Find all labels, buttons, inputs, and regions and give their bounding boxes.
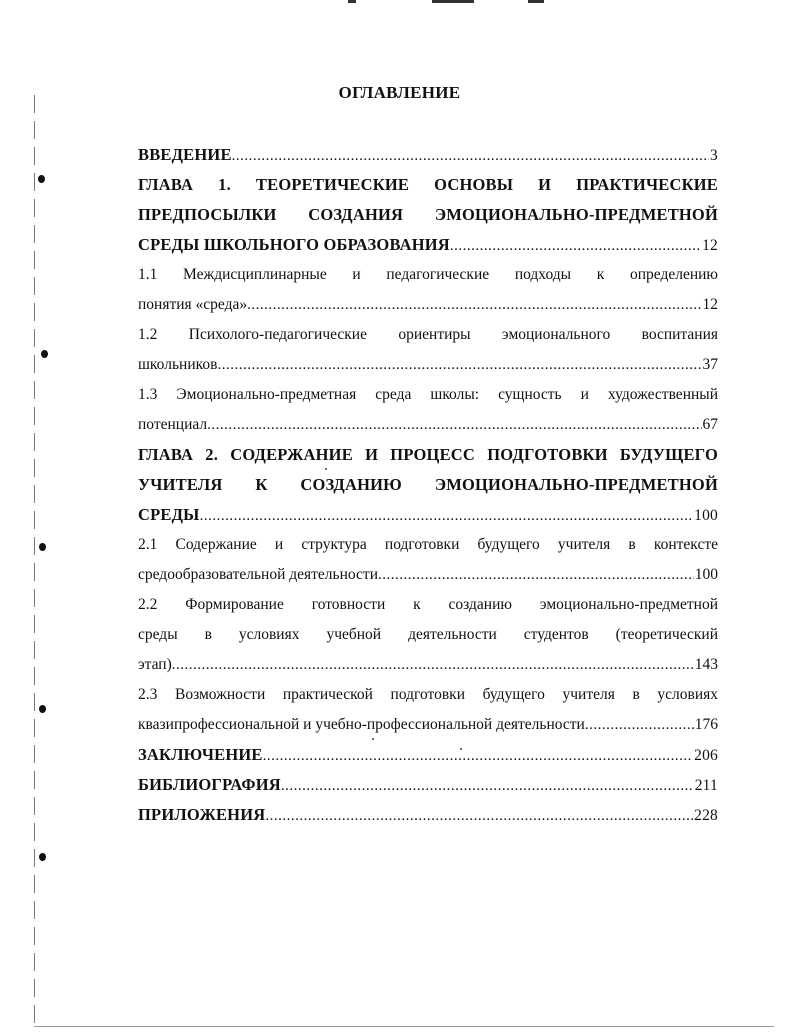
toc-chapter-2-line-3: [138, 500, 718, 530]
dot-leader: [378, 560, 694, 590]
toc-entry-appendix: [138, 800, 718, 830]
toc-page-number: 67: [702, 416, 718, 433]
toc-entry-title: средообразовательной деятельности: [138, 566, 378, 583]
dot-leader: [207, 410, 701, 440]
toc-section-1-2-line-1: 1.2 Психолого-педагогические ориентиры эмоционального воспитания: [138, 326, 718, 343]
toc-section-2-3-line-1: 2.3 Возможности практической подготовки будущего учителя в условиях: [138, 686, 718, 703]
toc-page-number: 143: [694, 656, 718, 673]
dot-leader: [200, 501, 694, 530]
dot-leader: [247, 290, 701, 320]
scan-mark: [528, 0, 544, 3]
toc-page-number: 12: [702, 296, 718, 313]
toc-chapter-2-line-2: УЧИТЕЛЯ К СОЗДАНИЮ ЭМОЦИОНАЛЬНО-ПРЕДМЕТНОЙ: [138, 475, 718, 494]
toc-section-1-1-line-1: 1.1 Междисциплинарные и педагогические подходы к определению: [138, 266, 718, 283]
toc-section-2-2-line-3: [138, 650, 718, 680]
toc-entry-title: СРЕДЫ ШКОЛЬНОГО ОБРАЗОВАНИЯ: [138, 235, 450, 254]
scan-mark: [432, 0, 474, 3]
page-title: ОГЛАВЛЕНИЕ: [338, 83, 461, 102]
toc-entry-title: ПРИЛОЖЕНИЯ: [138, 805, 266, 824]
scan-mark: [348, 0, 356, 3]
toc-page-number: 100: [694, 566, 718, 583]
toc-entry-title: понятия «среда»: [138, 296, 248, 313]
punch-hole: [39, 853, 46, 861]
toc-section-2-1-line-2: [138, 560, 718, 590]
toc-entry-title: ВВЕДЕНИЕ: [138, 145, 232, 164]
toc-chapter-1-line-3: [138, 230, 718, 260]
toc-section-2-2-line-2: среды в условиях учебной деятельности студентов (теоретический: [138, 626, 718, 643]
punch-hole: [41, 350, 48, 358]
toc-section-1-3-line-1: 1.3 Эмоционально-предметная среда школы: сущность и художественный: [138, 386, 718, 403]
toc-page-number: 228: [694, 807, 718, 824]
dot-leader: [172, 650, 694, 680]
toc-entry-title: школьников: [138, 356, 218, 373]
toc-page-number: 176: [694, 716, 718, 733]
punch-hole: [39, 705, 46, 713]
toc-section-1-2-line-2: [138, 350, 718, 380]
toc-entry-title: потенциал: [138, 416, 208, 433]
toc-chapter-1-line-2: ПРЕДПОСЫЛКИ СОЗДАНИЯ ЭМОЦИОНАЛЬНО-ПРЕДМЕТНОЙ: [138, 205, 718, 224]
toc-page-number: 206: [694, 747, 718, 764]
dot-leader: [217, 350, 701, 380]
toc-entry-title: квазипрофессиональной и учебно-профессиональной деятельности: [138, 716, 585, 733]
table-of-contents: [138, 140, 718, 830]
dot-leader: [281, 771, 694, 800]
toc-section-2-1-line-1: 2.1 Содержание и структура подготовки будущего учителя в контексте: [138, 536, 718, 553]
bottom-edge: [34, 1026, 774, 1027]
toc-chapter-1-line-1: ГЛАВА 1. ТЕОРЕТИЧЕСКИЕ ОСНОВЫ И ПРАКТИЧЕСКИЕ: [138, 175, 718, 194]
toc-entry-conclusion: [138, 740, 718, 770]
dot-leader: [263, 741, 694, 770]
dot-leader: [585, 710, 694, 740]
toc-entry-bibliography: [138, 770, 718, 800]
toc-entry-title: БИБЛИОГРАФИЯ: [138, 775, 281, 794]
punch-hole: [39, 543, 46, 551]
toc-page-number: 100: [694, 507, 718, 524]
binding-edge: [34, 95, 35, 1025]
toc-entry-title: СРЕДЫ: [138, 505, 200, 524]
dot-leader: [232, 141, 709, 170]
dot-leader: [450, 231, 701, 260]
toc-page-number: 37: [702, 356, 718, 373]
toc-section-1-1-line-2: [138, 290, 718, 320]
toc-entry-intro: [138, 140, 718, 170]
toc-entry-title: ЗАКЛЮЧЕНИЕ: [138, 745, 263, 764]
toc-entry-title: этап): [138, 656, 172, 673]
dot-leader: [265, 801, 693, 830]
toc-section-1-3-line-2: [138, 410, 718, 440]
toc-section-2-2-line-1: 2.2 Формирование готовности к созданию эмоционально-предметной: [138, 596, 718, 613]
punch-hole: [38, 175, 45, 183]
toc-page-number: 12: [702, 237, 718, 254]
toc-page-number: 3: [710, 147, 718, 164]
toc-chapter-2-line-1: ГЛАВА 2. СОДЕРЖАНИЕ И ПРОЦЕСС ПОДГОТОВКИ БУДУЩЕГО: [138, 445, 718, 464]
toc-section-2-3-line-2: [138, 710, 718, 740]
toc-page-number: 211: [694, 777, 718, 794]
